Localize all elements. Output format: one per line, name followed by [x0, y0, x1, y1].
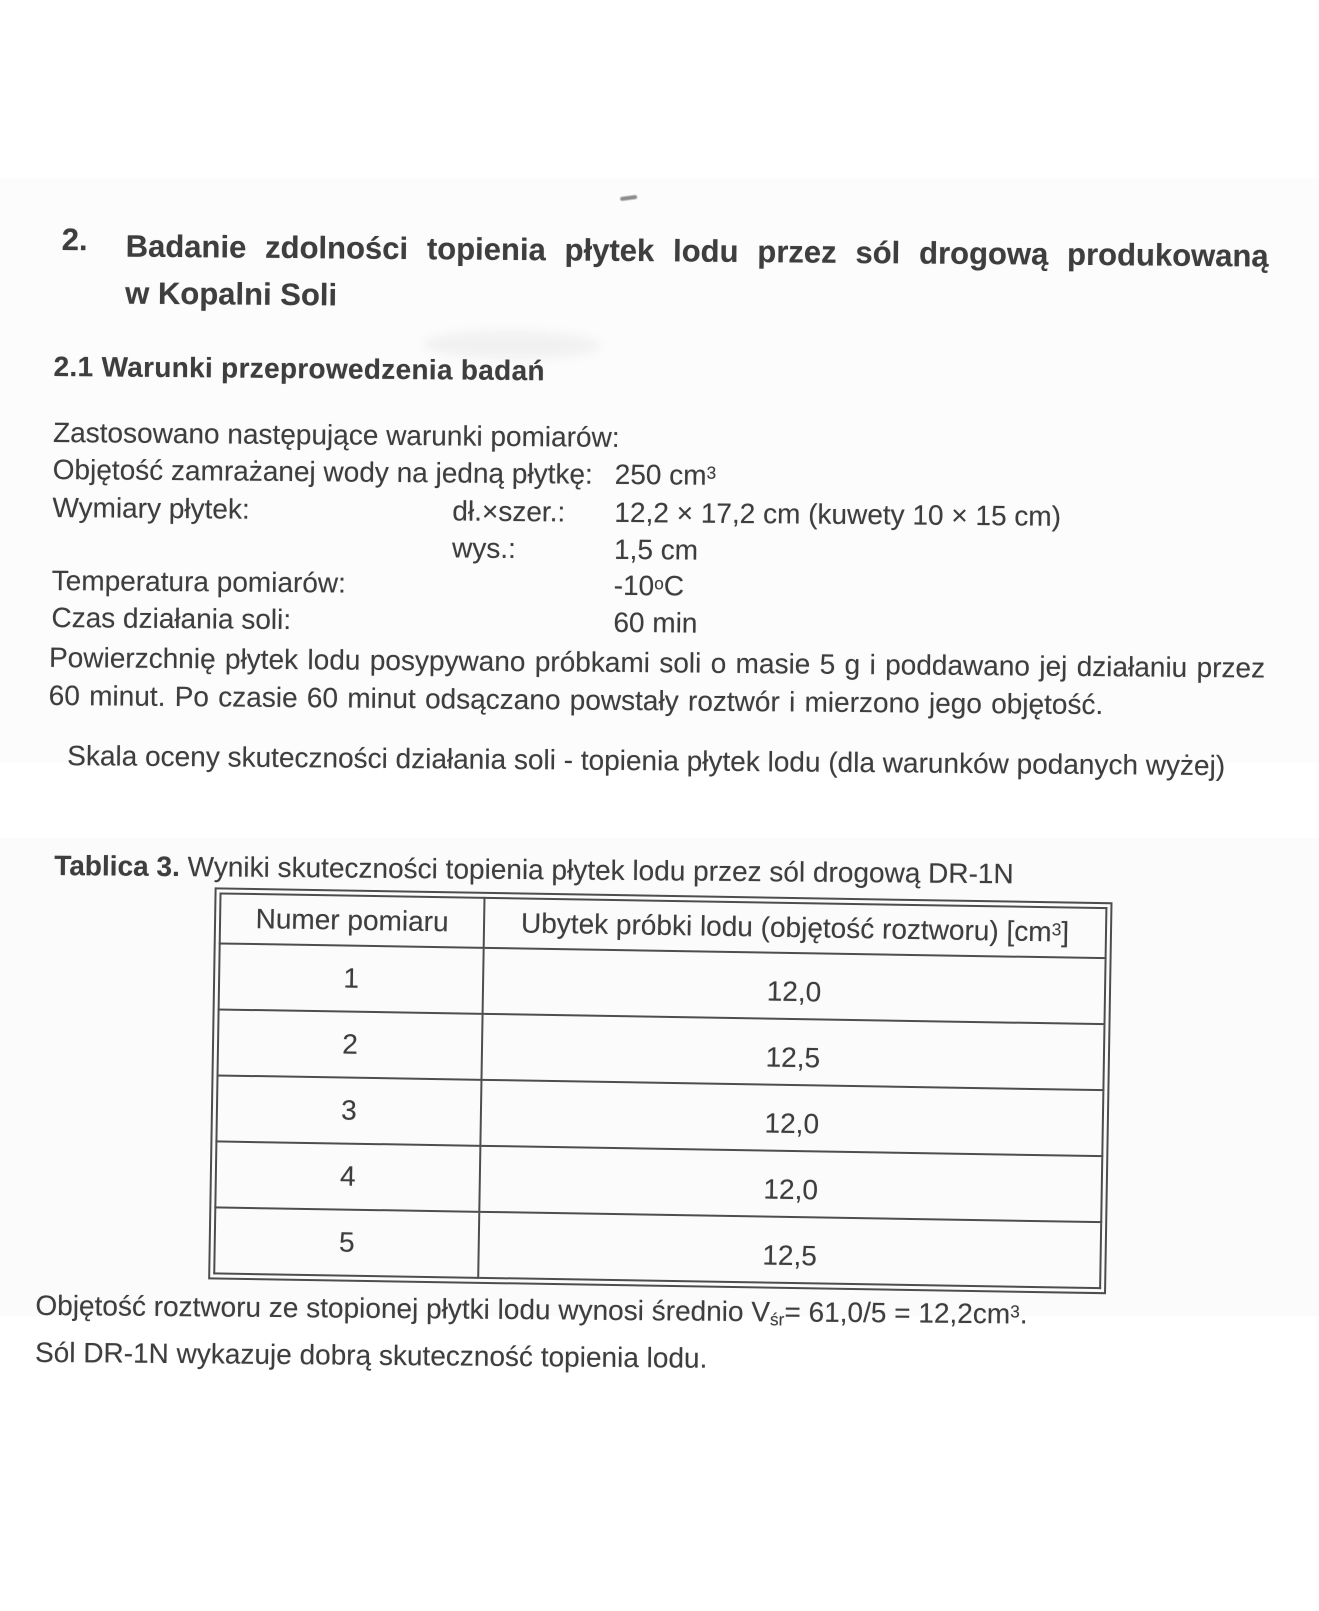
condition-value: -10$^o$C — [613, 569, 685, 602]
superscript: 3 — [1051, 919, 1062, 940]
section-heading-line2: w Kopalni Soli — [125, 275, 338, 313]
measurement-number-cell: 1 — [219, 943, 484, 1013]
section-number: 2. — [61, 222, 88, 258]
summary-text — [35, 1284, 1216, 1382]
ice-loss-value-cell: 12,0 — [483, 948, 1106, 1024]
summary-line-conclusion: Sól DR-1N wykazuje dobrą skuteczność topienia lodu. — [34, 1336, 708, 1374]
condition-value: 250 $cm^3$ — [614, 458, 717, 491]
ice-loss-value-cell: 12,0 — [479, 1146, 1102, 1222]
condition-label: Wymiary płytek: — [52, 491, 250, 525]
condition-value: 60 min — [613, 606, 698, 639]
ice-loss-value-cell: 12,5 — [481, 1014, 1104, 1090]
col-header-measurement-number: Numer pomiaru — [220, 893, 485, 947]
scale-note: Skala oceny skuteczności działania soli - topienia płytek lodu (dla warunków podanych wyżej) — [67, 740, 1226, 782]
measurement-number-cell: 3 — [216, 1075, 481, 1145]
condition-sublabel: dł.×szer.: — [452, 495, 566, 528]
condition-value: 1,5 cm — [613, 533, 699, 566]
ice-loss-value-cell: 12,5 — [478, 1212, 1101, 1288]
section-heading-line1: Badanie zdolności topienia płytek lodu przez sól drogową produkowaną — [125, 228, 1269, 274]
measurement-number-cell: 5 — [214, 1207, 479, 1277]
condition-label: Temperatura pomiarów: — [51, 564, 347, 599]
measurement-number-cell: 2 — [218, 1009, 483, 1079]
condition-row-volume — [53, 454, 1263, 499]
section-heading — [125, 223, 1269, 327]
subscript: śr — [769, 1309, 785, 1330]
results-table-frame — [208, 887, 1112, 1294]
table-row — [214, 1207, 1101, 1288]
superscript: 3 — [1010, 1301, 1020, 1322]
condition-label: Czas działania soli: — [51, 601, 292, 636]
superscript: 3 — [706, 462, 717, 483]
condition-label: Objętość zamrażanej wody na jedną płytkę: — [52, 453, 593, 490]
scan-artifact-tick — [620, 195, 637, 201]
condition-sublabel: wys.: — [451, 532, 516, 564]
measurement-number-cell: 4 — [215, 1141, 480, 1211]
conditions-intro: Zastosowano następujące warunki pomiarów: — [52, 416, 620, 453]
col-header-ice-loss: Ubytek próbki lodu (objętość roztworu) $[cm^3]$ — [484, 898, 1107, 958]
table-caption-text: Wyniki skuteczności topienia płytek lodu przez sól drogową DR-1N — [179, 851, 1014, 890]
method-paragraph: Powierzchnię płytek lodu posypywano próbkami soli o masie 5 g i poddawano jej działaniu przez 60 minut. Po czasie 60 minut odsączano powstały roztwór i mierzono jego objętość. — [48, 641, 1266, 720]
superscript: o — [654, 573, 664, 594]
table-caption-number: Tablica 3. — [54, 849, 180, 883]
ice-loss-value-cell: 12,0 — [480, 1080, 1103, 1156]
results-table — [213, 892, 1107, 1289]
table-caption — [54, 850, 1014, 890]
summary-line-average: Objętość roztworu ze stopionej płytki lodu wynosi średnio $V_{śr}= 61,0/5 = 12,2cm^3$. — [35, 1289, 1028, 1330]
subsection-heading: 2.1 Warunki przeprowedzenia badań — [53, 350, 545, 387]
condition-value: 12,2 × 17,2 cm (kuwety 10 × 15 cm) — [614, 496, 1062, 532]
